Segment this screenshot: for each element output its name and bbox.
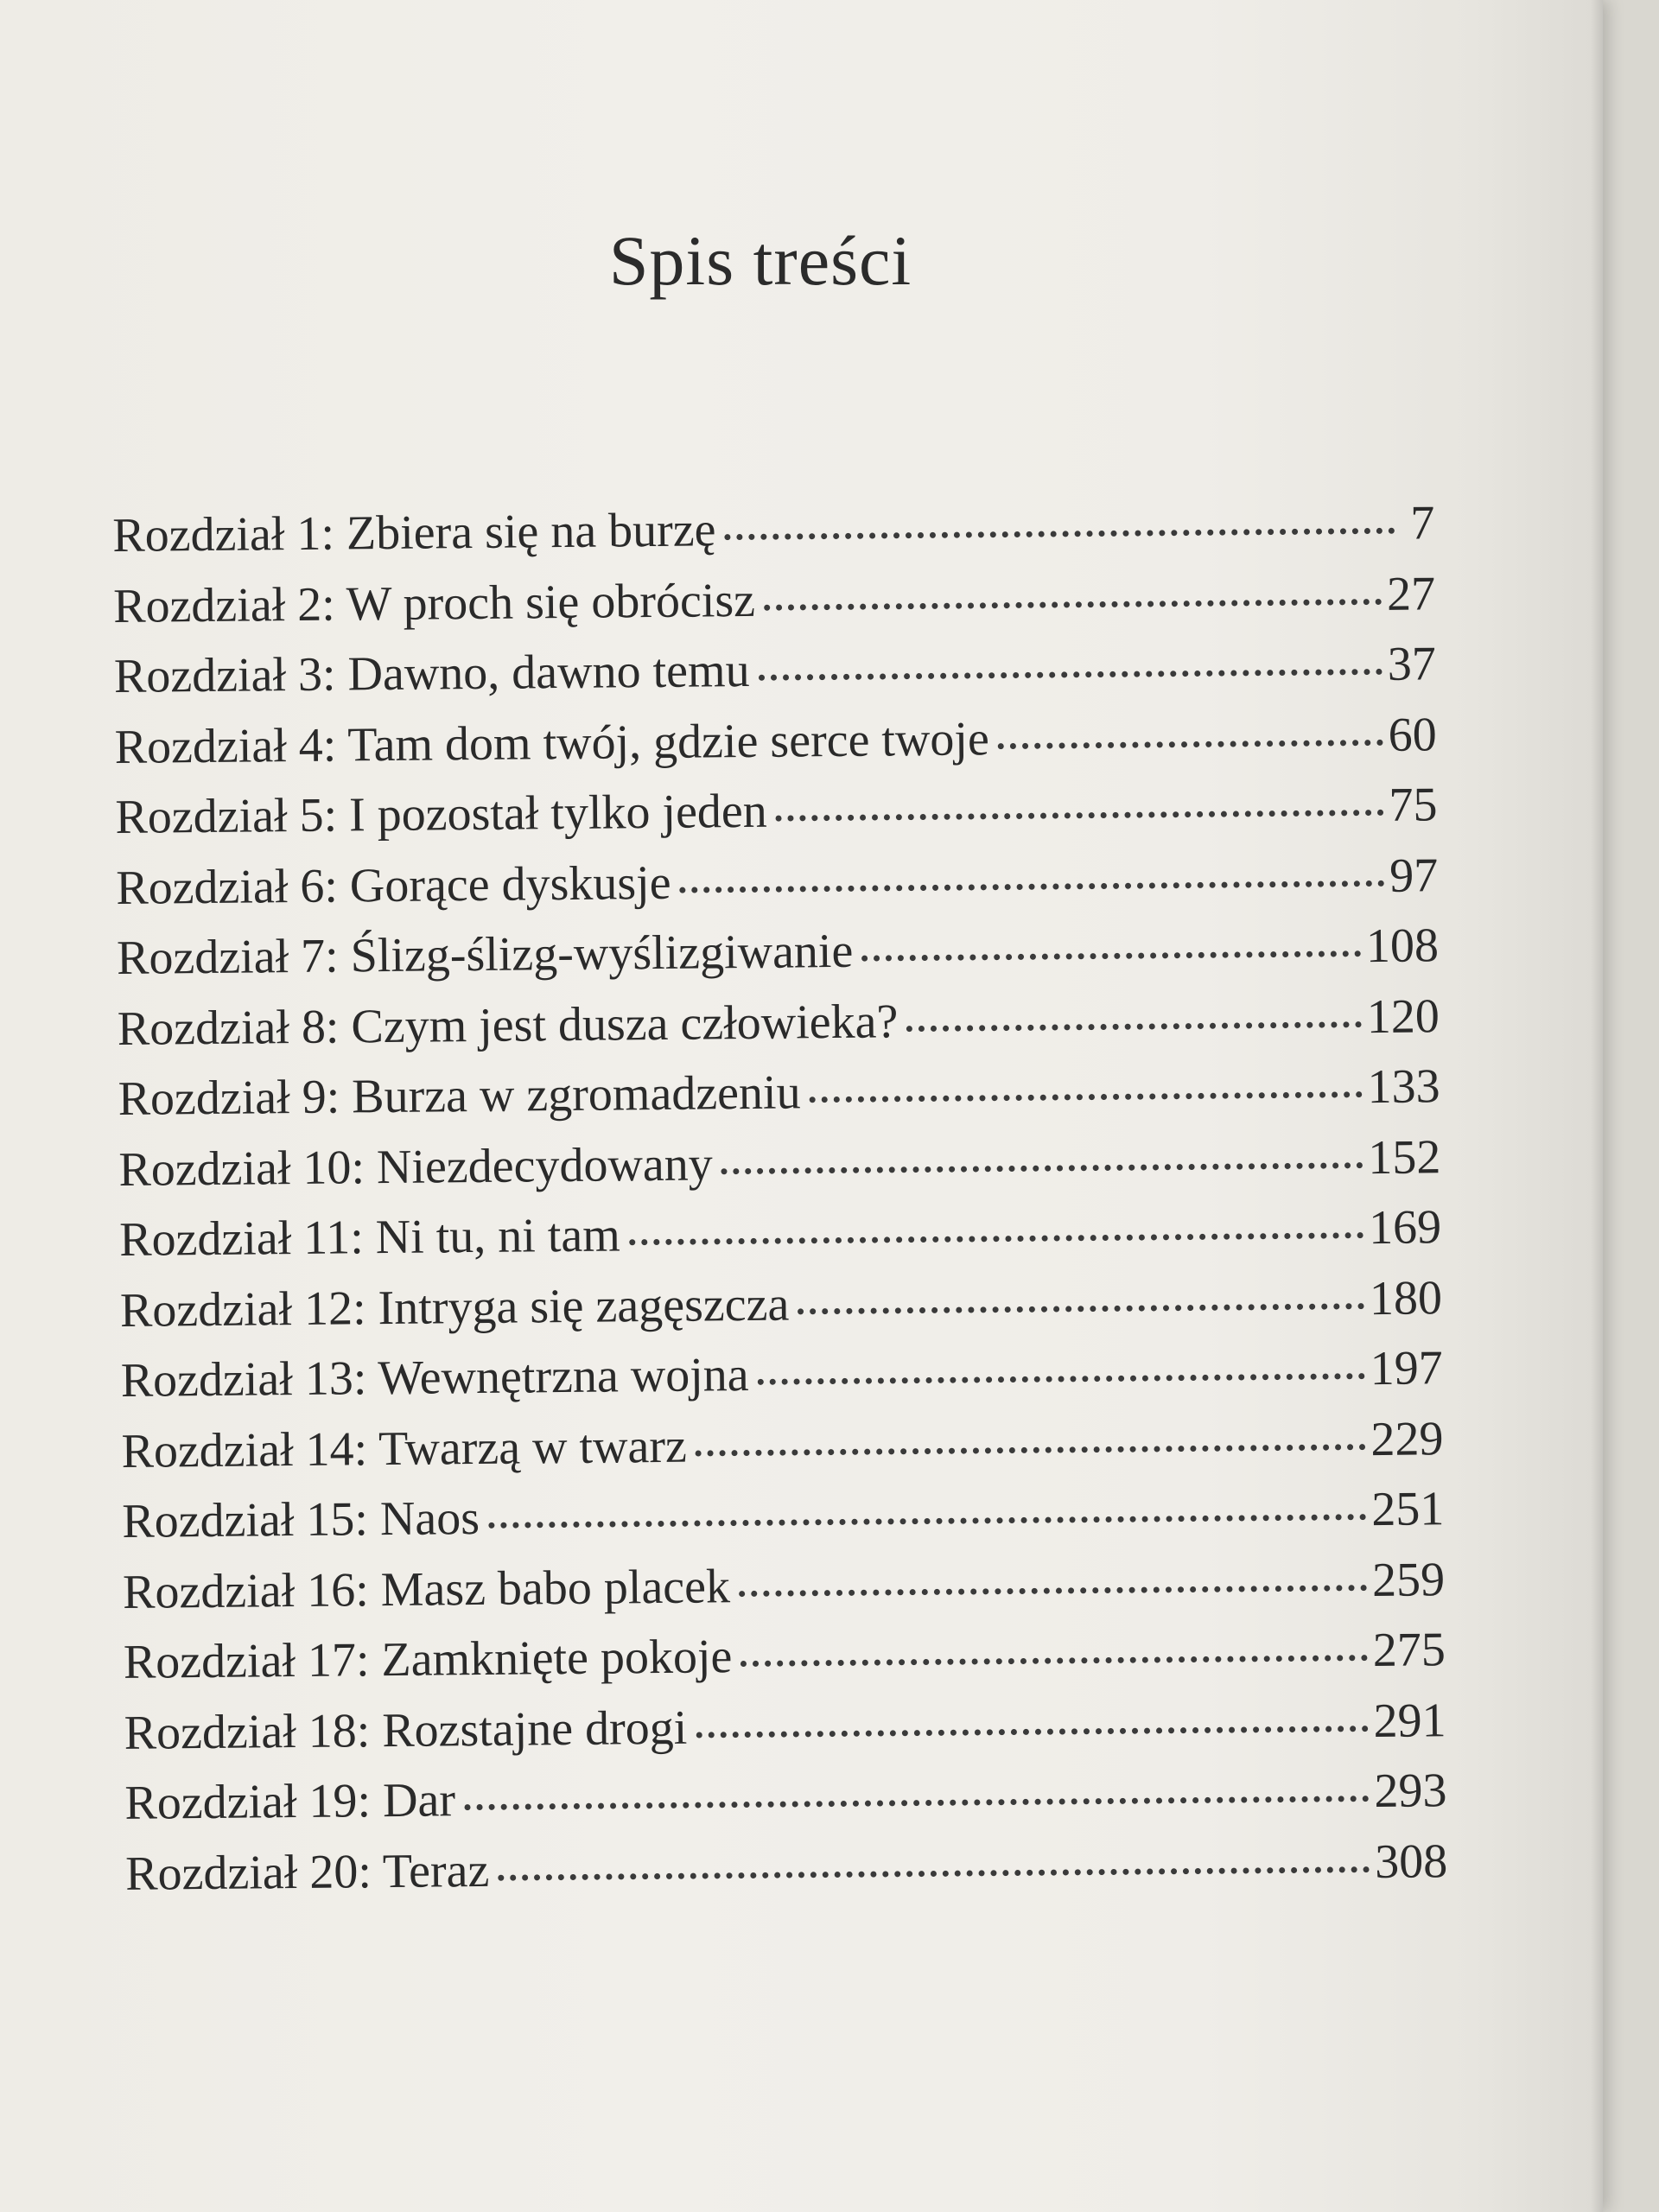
toc-chapter-title: Rozdział 20: Teraz [124,1843,490,1901]
toc-dot-leader [810,1091,1363,1103]
toc-entry [115,770,1438,853]
page-title: Spis treści [608,221,912,300]
toc-page-number: 229 [1370,1411,1444,1466]
toc-dot-leader [861,950,1361,962]
toc-entry [117,982,1440,1065]
toc-page-number: 197 [1370,1341,1443,1396]
toc-dot-leader [464,1796,1369,1810]
toc-chapter-title: Rozdział 11: Ni tu, ni tam [118,1208,621,1267]
toc-dot-leader [696,1726,1368,1738]
toc-page-number: 259 [1371,1552,1446,1607]
toc-chapter-title: Rozdział 18: Rozstajne drogi [124,1700,688,1760]
toc-dot-leader [696,1444,1366,1456]
toc-entry [121,1404,1444,1487]
toc-dot-leader [488,1514,1366,1529]
toc-chapter-title: Rozdział 19: Dar [124,1773,456,1830]
toc-dot-leader [680,880,1385,893]
toc-chapter-title: Rozdział 6: Gorące dyskusje [115,855,671,915]
toc-page-number: 7 [1410,496,1435,550]
toc-chapter-title: Rozdział 1: Zbiera się na burzę [112,503,716,563]
toc-dot-leader [776,810,1384,822]
toc-chapter-title: Rozdział 15: Naos [122,1491,480,1548]
toc-entry [122,1474,1445,1557]
toc-page-number: 75 [1389,778,1438,832]
toc-page-number: 60 [1388,707,1437,762]
toc-chapter-title: Rozdział 17: Zamknięte pokoje [123,1630,733,1689]
toc-entry [114,629,1437,712]
toc-page-number: 169 [1368,1200,1442,1255]
toc-chapter-title: Rozdział 3: Dawno, dawno temu [113,643,750,703]
toc-page-number: 180 [1369,1270,1443,1325]
toc-entry [118,1122,1441,1205]
toc-page-number: 133 [1367,1059,1440,1115]
toc-entry [124,1756,1447,1839]
toc-entry [124,1686,1446,1769]
toc-entry [120,1333,1443,1416]
toc-chapter-title: Rozdział 9: Burza w zgromadzeniu [118,1065,801,1126]
page-edge-shadow [1591,0,1603,2212]
toc-chapter-title: Rozdział 7: Ślizg-ślizg-wyślizgiwanie [116,924,854,985]
toc-dot-leader [798,1303,1364,1314]
toc-entry [123,1545,1446,1628]
toc-page-number: 291 [1373,1693,1446,1748]
toc-dot-leader [498,1866,1370,1881]
toc-dot-leader [741,1655,1368,1667]
toc-page-number: 27 [1386,566,1436,621]
toc-dot-leader [906,1021,1362,1032]
toc-page-number: 97 [1389,848,1439,903]
toc-page-number: 108 [1365,918,1440,974]
toc-chapter-title: Rozdział 8: Czym jest dusza człowieka? [117,994,899,1056]
toc-chapter-title: Rozdział 16: Masz babo placek [122,1559,731,1619]
toc-page-number: 37 [1387,637,1437,691]
toc-dot-leader [629,1232,1363,1245]
toc-entry [119,1192,1442,1275]
toc-chapter-title: Rozdział 14: Twarzą w twarz [121,1419,688,1478]
toc-page-number: 251 [1370,1482,1445,1537]
toc-page-number: 293 [1374,1764,1447,1819]
toc-page-number: 308 [1374,1834,1448,1889]
toc-dot-leader [739,1585,1367,1597]
toc-chapter-title: Rozdział 5: I pozostał tylko jeden [115,784,768,844]
toc-entry [116,841,1439,924]
toc-entry [118,1052,1440,1135]
toc-dot-leader [725,528,1395,540]
toc-entry [117,911,1440,994]
toc-page-number: 152 [1368,1129,1441,1185]
toc-page-number: 275 [1372,1623,1446,1678]
toc-dot-leader [758,1373,1365,1385]
toc-dot-leader [998,739,1383,748]
toc-entry [113,559,1436,642]
table-of-contents [112,488,1448,1910]
toc-dot-leader [759,669,1382,681]
toc-entry [120,1263,1443,1346]
toc-chapter-title: Rozdział 12: Intryga się zagęszcza [119,1277,790,1338]
toc-chapter-title: Rozdział 10: Niezdecydowany [118,1136,714,1197]
toc-dot-leader [764,598,1382,610]
toc-entry [125,1827,1448,1910]
toc-entry [114,700,1437,783]
toc-entry [112,488,1435,571]
toc-page-number: 120 [1366,988,1440,1044]
toc-entry [124,1615,1446,1698]
toc-chapter-title: Rozdział 13: Wewnętrzna wojna [120,1347,749,1408]
toc-chapter-title: Rozdział 2: W proch się obrócisz [112,573,756,633]
toc-chapter-title: Rozdział 4: Tam dom twój, gdzie serce twoje [114,711,990,774]
toc-dot-leader [721,1162,1363,1174]
